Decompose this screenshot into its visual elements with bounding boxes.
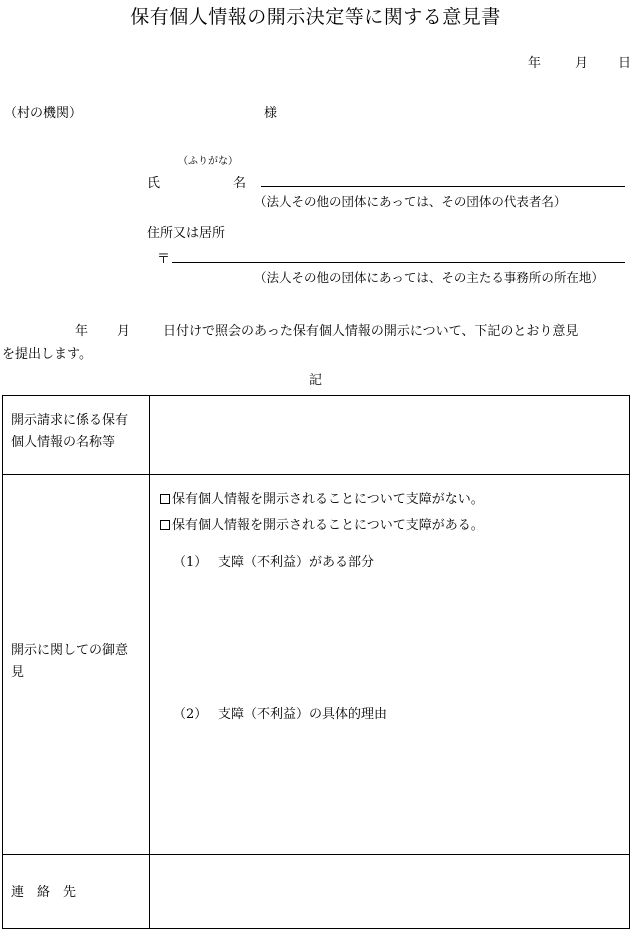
- row1-label-line2: 個人情報の名称等: [11, 435, 116, 450]
- option-no-obstacle[interactable]: [160, 489, 484, 511]
- row1-label: [11, 410, 128, 454]
- name-label-first: 氏: [147, 176, 161, 191]
- date-month-label: 月: [575, 56, 589, 71]
- row1-value-cell[interactable]: [151, 396, 629, 473]
- opinion-table: [2, 395, 630, 929]
- row2-label-line2: 見: [11, 665, 25, 680]
- item2-number: （2）: [173, 707, 208, 722]
- intro-month-label: 月: [117, 324, 131, 339]
- table-row-divider-1: [3, 474, 629, 475]
- row1-label-line1: 開示請求に係る保有: [11, 413, 129, 428]
- addressee-honorific: 様: [264, 106, 278, 121]
- item1-number: （1）: [173, 555, 208, 570]
- contact-value-cell[interactable]: [151, 855, 629, 928]
- item2-answer-area[interactable]: [151, 728, 629, 852]
- row2-label: [11, 640, 128, 684]
- item2-text: 支障（不利益）の具体的理由: [218, 707, 388, 722]
- date-year-label: 年: [528, 56, 542, 71]
- name-note: （法人その他の団体にあっては、その団体の代表者名）: [254, 194, 567, 209]
- item1-answer-area[interactable]: [151, 576, 629, 696]
- ki-heading: 記: [309, 373, 323, 388]
- intro-year-label: 年: [75, 324, 89, 339]
- furigana-label: （ふりがな）: [178, 156, 238, 167]
- document-title: 保有個人情報の開示決定等に関する意見書: [130, 6, 501, 28]
- address-label: 住所又は居所: [147, 226, 226, 241]
- date-day-label: 日: [618, 56, 631, 71]
- contact-label: 連 絡 先: [11, 885, 77, 900]
- checkbox-icon[interactable]: [160, 520, 170, 530]
- option-obstacle[interactable]: [160, 515, 484, 537]
- checkbox-icon[interactable]: [160, 494, 170, 504]
- intro-line2: を提出します。: [2, 347, 92, 362]
- item1-text: 支障（不利益）がある部分: [218, 555, 375, 570]
- option-obstacle-text: 保有個人情報を開示されることについて支障がある。: [172, 518, 484, 533]
- name-label-second: 名: [233, 176, 247, 191]
- intro-line1: 日付けで照会のあった保有個人情報の開示について、下記のとおり意見: [163, 324, 579, 339]
- table-column-divider: [149, 396, 150, 928]
- addressee-organ: （村の機関）: [4, 106, 83, 121]
- row2-label-line1: 開示に関しての御意: [11, 643, 129, 658]
- option-no-obstacle-text: 保有個人情報を開示されることについて支障がない。: [172, 492, 484, 507]
- name-underline[interactable]: [261, 186, 625, 187]
- address-underline[interactable]: [172, 262, 625, 263]
- postal-mark: 〒: [157, 252, 171, 267]
- address-note: （法人その他の団体にあっては、その主たる事務所の所在地）: [254, 270, 604, 285]
